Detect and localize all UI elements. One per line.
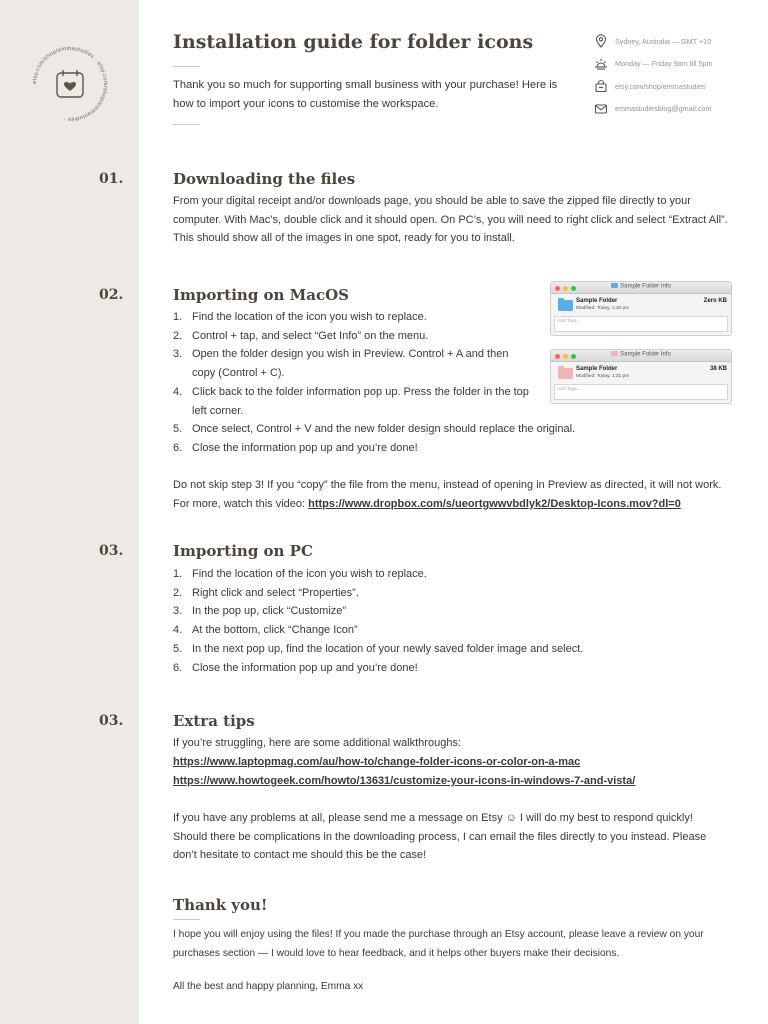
folder-info-window-before xyxy=(550,281,732,336)
thanks-divider xyxy=(173,919,200,920)
list-item xyxy=(173,345,533,382)
pc-steps xyxy=(173,565,728,677)
section-heading-pc: Importing on PC xyxy=(173,542,313,560)
window-title-bar xyxy=(551,282,731,294)
folder-name: Sample Folder xyxy=(576,366,618,372)
signoff: All the best and happy planning, Emma xx xyxy=(173,981,364,992)
list-item xyxy=(173,602,728,621)
windows-walkthrough-link[interactable]: https://www.howtogeek.com/howto/13631/customize-your-icons-in-windows-7-and-vista/ xyxy=(173,774,636,787)
contact-shop[interactable] xyxy=(594,75,764,98)
step-number: 4. xyxy=(173,624,183,637)
page-title: Installation guide for folder icons xyxy=(173,31,534,53)
calendar-heart-icon xyxy=(57,70,83,97)
folder-size: Zero KB xyxy=(703,298,727,304)
step-text: In the pop up, click “Customize” xyxy=(192,605,347,618)
step-text: Control + tap, and select “Get Info” on the menu. xyxy=(192,329,429,342)
step-text: At the bottom, click “Change Icon” xyxy=(192,624,358,637)
thanks-paragraph: I hope you will enjoy using the files! If you made the purchase through an Etsy account, please leave a review on your purchases section — I would love to hear feedback, and it helps other buyers make their decisions. xyxy=(173,929,704,959)
section-number-pc: 03. xyxy=(99,543,124,559)
step-text: Find the location of the icon you wish to replace. xyxy=(192,311,427,323)
step-number: 5. xyxy=(173,423,183,436)
logo-ring-text: etsy.com/shop/emmastudies · etsy.com/shop/emmastudies · xyxy=(31,45,109,123)
list-item xyxy=(173,327,593,346)
mac-walkthrough-link[interactable]: https://www.laptopmag.com/au/how-to/change-folder-icons-or-color-on-a-mac xyxy=(173,756,581,768)
list-item xyxy=(173,659,728,678)
contact-shop-text: etsy.com/shop/emmastudies xyxy=(615,81,706,91)
step-number: 6. xyxy=(173,441,183,454)
step-number: 2. xyxy=(173,586,183,599)
step-number: 4. xyxy=(173,385,183,398)
tips-links xyxy=(173,753,635,790)
help-paragraph: If you have any problems at all, please send me a message on Etsy ☺ I will do my best to respond quickly! Should there be complications in the downloading process, I can email the files directly to you instead. Please don’t hesitate to contact me should this be the case! xyxy=(173,812,707,862)
step-number: 3. xyxy=(173,348,183,361)
window-title: Sample Folder Info xyxy=(620,351,671,358)
folder-modified: Modified: Today, 1:30 pm xyxy=(576,306,630,311)
window-title-bar xyxy=(551,350,731,362)
thanks-heading: Thank you! xyxy=(173,896,268,914)
step-text: Open the folder design you wish in Preview. Control + A and then copy (Control + C). xyxy=(192,348,509,380)
shop-icon xyxy=(594,79,608,93)
list-item xyxy=(173,383,533,420)
step-text: Right click and select “Properties”. xyxy=(192,586,359,599)
list-item xyxy=(173,565,728,584)
section-number-mac: 02. xyxy=(99,287,124,303)
title-divider xyxy=(173,66,200,67)
sun-icon xyxy=(594,57,608,71)
contact-info xyxy=(594,30,764,120)
shop-logo xyxy=(26,40,114,128)
contact-hours xyxy=(594,53,764,76)
folder-icon xyxy=(611,283,618,288)
intro-text: Thank you so much for supporting small business with your purchase! Here is how to import your icons to customise the workspace. xyxy=(173,79,558,110)
tags-field: Add Tags... xyxy=(554,316,728,332)
folder-info-window-after xyxy=(550,349,732,404)
folder-icon xyxy=(558,300,573,311)
location-pin-icon xyxy=(594,34,608,48)
folder-icon xyxy=(611,351,618,356)
step-text: In the next pop up, find the location of your newly saved folder image and select. xyxy=(192,642,584,655)
step-number: 2. xyxy=(173,329,183,342)
section-number-download: 01. xyxy=(99,171,124,187)
step-text: Close the information pop up and you’re done! xyxy=(192,661,418,674)
list-item xyxy=(173,308,593,327)
contact-location xyxy=(594,30,764,53)
contact-email-text: emmastudiesblog@gmail.com xyxy=(615,104,712,114)
mail-icon xyxy=(594,102,608,116)
list-item xyxy=(173,621,728,640)
sidebar xyxy=(0,0,139,1024)
intro-divider xyxy=(173,124,200,125)
step-number: 1. xyxy=(173,568,183,580)
contact-email[interactable] xyxy=(594,98,764,121)
step-text: Find the location of the icon you wish to replace. xyxy=(192,568,427,580)
section-number-tips: 03. xyxy=(99,713,124,729)
tips-intro: If you’re struggling, here are some additional walkthroughs: xyxy=(173,737,461,749)
folder-icon xyxy=(558,368,573,379)
step-text: Close the information pop up and you’re done! xyxy=(192,441,418,454)
section-heading-mac: Importing on MacOS xyxy=(173,286,350,304)
list-item xyxy=(173,640,728,659)
folder-size: 38 KB xyxy=(709,366,727,372)
tags-field: Add Tags... xyxy=(554,384,728,400)
contact-hours-text: Monday — Friday 9am till 5pm xyxy=(615,59,713,69)
step-number: 6. xyxy=(173,661,183,674)
mac-steps xyxy=(173,308,593,458)
step-number: 3. xyxy=(173,605,183,618)
mac-note xyxy=(173,476,728,513)
step-number: 1. xyxy=(173,311,183,323)
list-item xyxy=(173,439,593,458)
video-link[interactable]: https://www.dropbox.com/s/ueortgwwvbdlyk2/Desktop-Icons.mov?dl=0 xyxy=(308,497,681,510)
folder-modified: Modified: Today, 1:31 pm xyxy=(576,374,630,379)
step-text: Click back to the folder information pop up. Press the folder in the top left corner. xyxy=(192,385,529,417)
window-title: Sample Folder Info xyxy=(620,283,671,290)
step-number: 5. xyxy=(173,642,183,655)
list-item xyxy=(173,420,603,439)
mac-note-text: Do not skip step 3! If you “copy” the file from the menu, instead of opening in Preview as directed, it will not work. For more, watch this video: xyxy=(173,479,722,510)
list-item xyxy=(173,584,728,603)
download-paragraph: From your digital receipt and/or downloads page, you should be able to save the zipped file directly to your computer. With Mac’s, double click and it should open. On PC’s, you will need to right click and select “Extract All”. This should show all of the images in one spot, ready for you to install. xyxy=(173,195,728,245)
section-heading-tips: Extra tips xyxy=(173,712,255,730)
contact-location-text: Sydney, Australia — GMT +10 xyxy=(615,36,712,46)
step-text: Once select, Control + V and the new folder design should replace the original. xyxy=(192,423,576,436)
folder-name: Sample Folder xyxy=(576,298,618,304)
section-heading-download: Downloading the files xyxy=(173,170,356,188)
